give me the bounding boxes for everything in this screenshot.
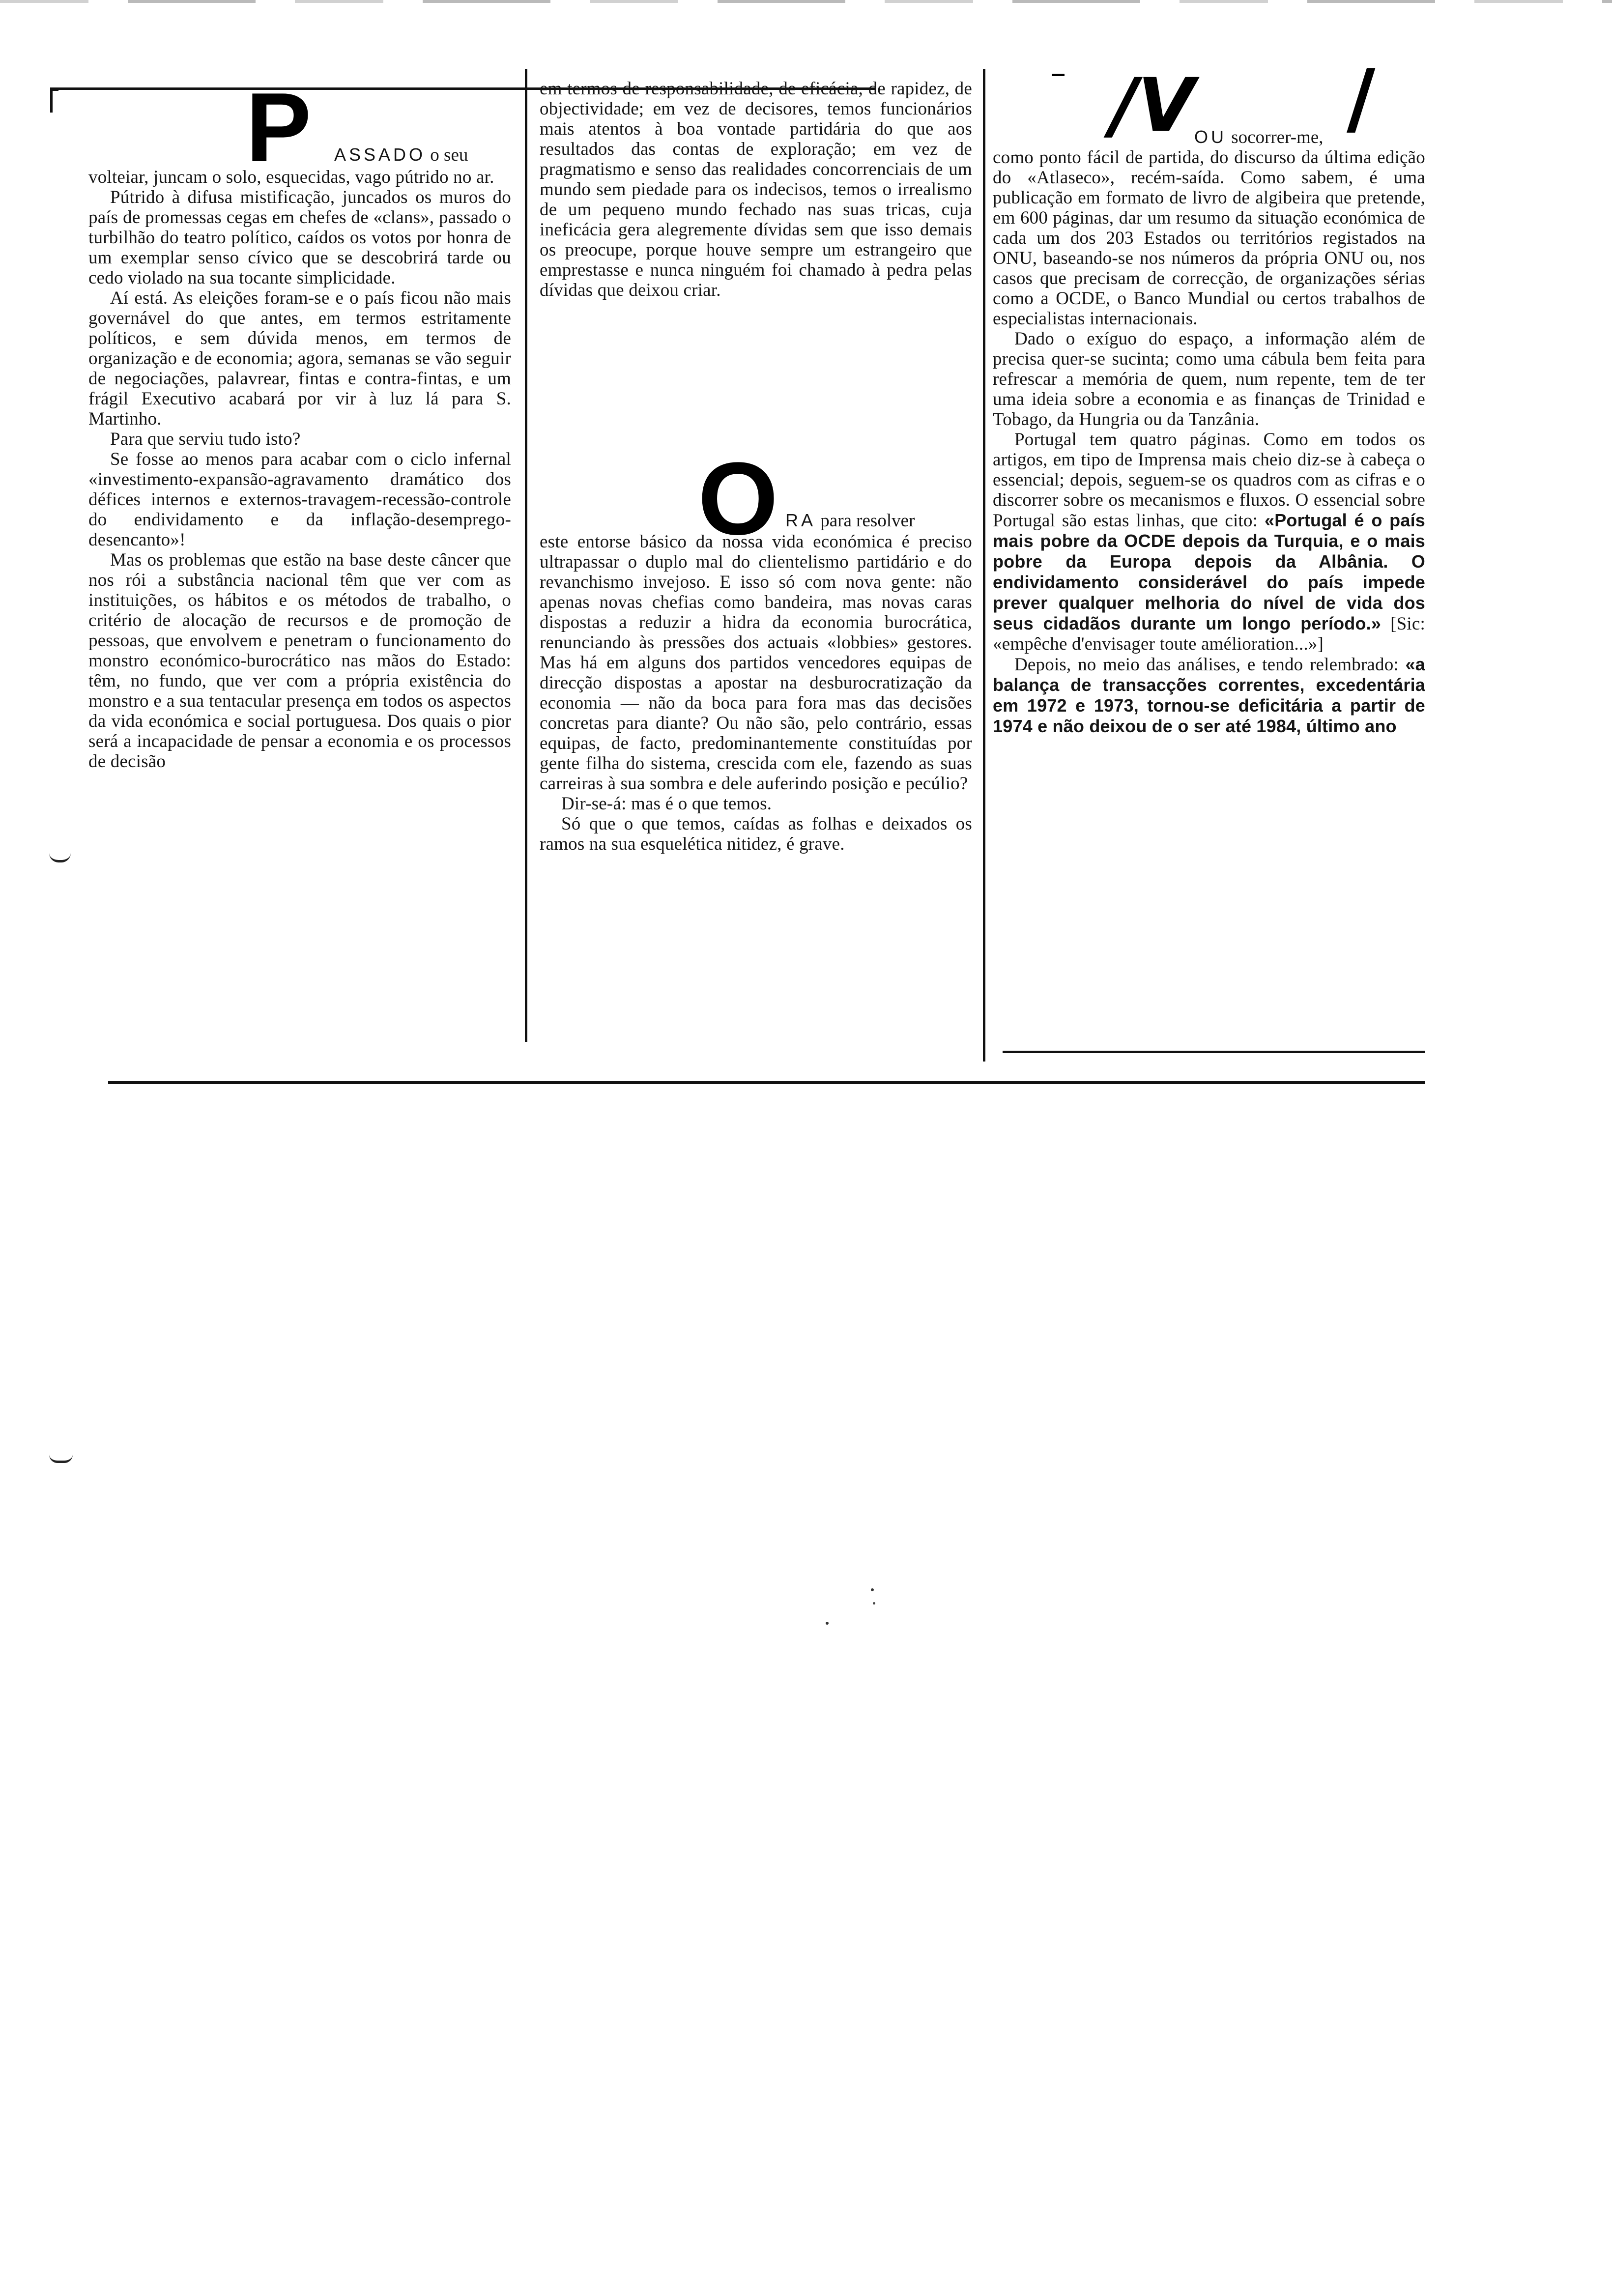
handwritten-dash [1052,74,1065,76]
handwritten-mark: /V [1111,63,1195,148]
paragraph [993,654,1425,737]
lead-line [1194,127,1324,148]
article-column-3 [993,147,1425,737]
lead-word: OU [1194,127,1227,147]
column-rule [983,69,985,1062]
scan-speck [871,1588,874,1591]
column-rule [525,69,527,1042]
paragraph: Para que serviu tudo isto? [110,429,301,449]
quoted-bold-text: «Portugal é o país mais pobre da OCDE depois da Turquia, e o mais pobre da Europa depois da Albânia. O endividamento considerável do país impede prever qualquer melhoria do nível de vida dos seus cidadãos durante um longo período.» [993,510,1426,633]
lead-line [785,510,915,531]
paragraph: volteiar, juncam o solo, esquecidas, vago pútrido no ar. [88,167,494,187]
paragraph: Pútrido à difusa mistificação, juncados os muros do país de promessas cegas em chefes de «clans», passado o turbilhão do teatro político, caídos os votos por honra de um exemplar senso cívico que se descobrirá tarde ou cedo violado na sua tocante simplicidade. [88,187,511,288]
paragraph: Dado o exíguo do espaço, a informação além de precisa quer-se sucinta; como uma cábula bem feita para refrescar a memória de quem, num repente, tem de ter uma ideia sobre a economia e as finanças de Trinidad e Tobago, da Hungria ou da Tanzânia. [993,329,1425,430]
lead-word: RA [785,510,816,530]
lead-rest: o seu [430,145,468,165]
paragraph: Se fosse ao menos para acabar com o ciclo infernal «investimento-expansão-agravamento dramático dos défices internos e externos-travagem-recessão-controle do endividamento e da inflação-desemprego-desencanto»! [88,449,511,550]
lead-line [334,144,468,166]
bottom-rule [108,1081,1425,1084]
margin-mark [49,853,71,862]
frame-bracket [50,88,58,113]
scan-speck [826,1622,829,1625]
paragraph: em termos de responsabilidade, de eficácia, de rapidez, de objectividade; em vez de decisores, temos funcionários mais atentos à boa vontade partidária do que aos resultados das contas de exploração; em vez de pragmatismo e senso das realidades concorrenciais de um mundo sem piedade para os indecisos, temos o irrealismo de um pequeno mundo fechado nas suas tricas, cuja ineficácia gera alegremente dívidas sem que isso demais os preocupe, porque houve sempre um estrangeiro que emprestasse e nunca ninguém foi chamado à pedra pelas dívidas que deixou criar. [540,79,972,300]
lead-rest: para resolver [820,511,915,531]
paragraph: este entorse básico da nossa vida económica é preciso ultrapassar o duplo mal do clientelismo partidário e do revanchismo invejoso. E isso só com nova gente: não apenas novas chefias como bandeira, mas novas caras dispostas a reduzir a hidra da economia burocrática, renunciando às pressões dos actuais «lobbies» gestores. Mas há em alguns dos partidos vencedores equipas de direcção dispostas a apostar na desburocratização da economia — não da boca para fora mas das decisões concretas para diante? Ou não são, pelo contrário, essas equipas, de facto, predominantemente constituídas por gente filha do sistema, crescida com ele, fazendo as suas carreiras à sua sombra e dele auferindo posição e pecúlio? [540,532,972,794]
article-column-2-continued [540,532,972,854]
lead-word: ASSADO [334,144,426,165]
paragraph: Dir-se-á: mas é o que temos. [561,794,772,814]
paragraph: como ponto fácil de partida, do discurso da última edição do «Atlaseco», recém-saída. Como sabem, é uma publicação em formato de livro de algibeira que pretende, em 600 páginas, dar um resumo da situação económica de cada um dos 203 Estados ou territórios registados na ONU, baseando-se nos números da própria ONU ou, nos casos que precisam de correcção, de organizações sérias como a OCDE, o Banco Mundial ou certos trabalhos de especialistas internacionais. [993,147,1425,329]
quoted-bold-text: «a balança de transacções correntes, excedentária em 1972 e 1973, tornou-se deficitária a partir de 1974 e não deixou de o ser até 1984, último ano [993,654,1425,736]
article-column-2 [540,79,972,300]
scan-top-edge [0,0,1612,3]
paragraph [993,430,1425,654]
paragraph: Só que o que temos, caídas as folhas e deixados os ramos na sua esquelética nitidez, é grave. [540,814,972,854]
margin-mark [49,1455,73,1463]
paragraph: Aí está. As eleições foram-se e o país ficou não mais governável do que antes, em termos estritamente políticos, e sem dúvida menos, em termos de organização e de economia; agora, semanas se vão seguir de negociações, palavrear, fintas e contra-fintas, e um frágil Executivo acabará por vir à luz lá para S. Martinho. [88,288,511,429]
paragraph-text: [Sic: «empêche d'envisager toute amélioration...»] [993,614,1425,654]
dropcap-p: P [246,73,312,182]
bottom-rule-right [1003,1051,1425,1053]
article-column-1 [88,167,511,772]
lead-rest: socorrer-me, [1231,127,1324,147]
paragraph-text: Depois, no meio das análises, e tendo relembrado: [1014,655,1406,675]
scan-speck [873,1602,875,1605]
dropcap-o: O [698,441,778,556]
handwritten-slash: / [1347,52,1376,144]
paragraph-text: Portugal tem quatro páginas. Como em todos os artigos, em tipo de Imprensa mais cheio diz-se à cabeça o essencial; depois, seguem-se os quadros com as cifras e o discorrer sobre os mecanismos e fluxos. O essencial sobre Portugal são estas linhas, que cito: [993,430,1425,531]
paragraph: Mas os problemas que estão na base deste câncer que nos rói a substância nacional têm que ver com as instituições, os hábitos e os métodos de trabalho, o critério de alocação de recursos e de promoção de pessoas, que envolvem e penetram o funcionamento do monstro económico-burocrático nas mãos do Estado: têm, no fundo, que ver com a própria existência do monstro e a sua tentacular presença em todos os aspectos da vida económica e social portuguesa. Dos quais o pior será a incapacidade de pensar a economia e os processos de decisão [88,550,511,772]
